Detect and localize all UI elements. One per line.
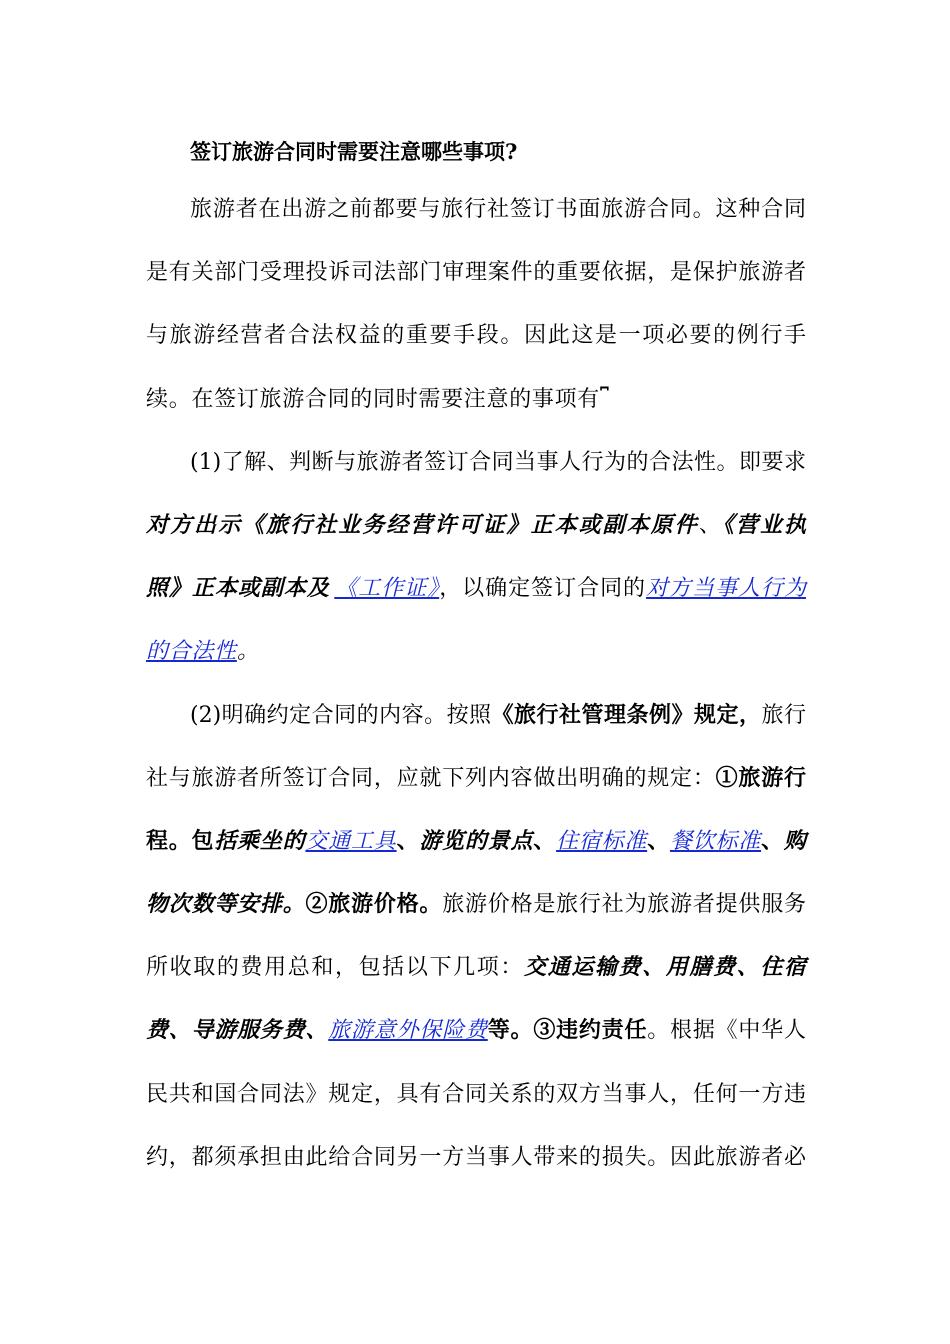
- text-line: [146, 178, 806, 241]
- text-run: 旅行: [761, 702, 806, 728]
- text-line: [146, 684, 806, 747]
- bold-text: ②旅游价格。: [305, 891, 443, 918]
- document-body: [146, 178, 806, 1189]
- text-line: [146, 241, 806, 304]
- text-line: [146, 620, 806, 683]
- emphasis-text: 照》正本或副本及: [146, 575, 330, 602]
- emphasis-text: 购: [783, 827, 806, 854]
- text-line: [146, 304, 806, 367]
- link-accommodation-standard[interactable]: 住宿标准: [556, 828, 648, 854]
- bold-text: ③违约责任: [533, 1017, 648, 1044]
- paragraph-item-2: [146, 684, 806, 1190]
- text-run: 、: [698, 512, 723, 538]
- text-line: [146, 873, 806, 936]
- text-run: 续。在签订旅游合同的同时需要注意的事项有⎴: [146, 386, 610, 412]
- paragraph-intro: [146, 178, 806, 431]
- text-run: 。: [236, 639, 260, 665]
- bold-text: 等。: [487, 1017, 534, 1044]
- emphasis-text: 《营业执: [722, 511, 806, 538]
- emphasis-text: 交通运输费、用膳费、住宿: [524, 954, 806, 981]
- document-title: 签订旅游合同时需要注意哪些事项?: [190, 139, 518, 164]
- bold-text: 《旅行社管理条例》规定，: [491, 701, 762, 728]
- text-line: [146, 431, 806, 494]
- link-party-legality-cont[interactable]: 的合法性: [146, 639, 237, 665]
- link-transport[interactable]: 交通工具: [305, 828, 397, 854]
- link-travel-insurance[interactable]: 旅游意外保险费: [328, 1018, 488, 1044]
- bold-text: 程。包: [146, 827, 215, 854]
- bold-text: 、: [396, 827, 420, 854]
- text-run: ，以确定签订合同的: [439, 576, 647, 602]
- text-run: 旅游价格是旅行社为旅游者提供服务: [442, 892, 806, 918]
- emphasis-text: 费、导游服务费、: [146, 1017, 329, 1044]
- text-run: 与旅游经营者合法权益的重要手段。因此这是一项必要的例行手: [146, 323, 806, 349]
- text-run: (2)明确约定合同的内容。按照: [190, 702, 492, 728]
- text-run: 。根据《中华人: [647, 1018, 806, 1044]
- text-line: [146, 368, 806, 431]
- bold-text: 、: [647, 827, 670, 854]
- emphasis-text: 物次数等安排。: [146, 891, 306, 918]
- link-dining-standard[interactable]: 餐饮标准: [669, 828, 762, 854]
- text-run: 社与旅游者所签订合同，应就下列内容做出明确的规定：: [146, 765, 716, 791]
- text-line: [146, 494, 806, 557]
- text-line: [146, 557, 806, 620]
- text-run: 所收取的费用总和，包括以下几项：: [146, 955, 525, 981]
- text-run: 是有关部门受理投诉司法部门审理案件的重要依据，是保护旅游者: [146, 260, 806, 286]
- text-line: [146, 810, 806, 873]
- text-line: [146, 936, 806, 999]
- emphasis-text: 对方出示《旅行社业务经营许可证》正本或副本原件: [146, 511, 699, 538]
- text-run: (1)了解、判断与旅游者签订合同当事人行为的合法性。即要求: [190, 449, 806, 475]
- text-run: 约，都须承担由此给合同另一方当事人带来的损失。因此旅游者必: [146, 1144, 806, 1170]
- link-party-legality[interactable]: 对方当事人行为: [646, 576, 806, 602]
- link-work-permit[interactable]: 《工作证》: [334, 576, 440, 602]
- paragraph-item-1: [146, 431, 806, 684]
- bold-text: 、: [533, 827, 557, 854]
- bold-text: ①旅游行: [715, 764, 806, 791]
- text-run: 旅游者在出游之前都要与旅行社签订书面旅游合同。这种合同: [190, 197, 806, 222]
- emphasis-text: 游览的景点: [419, 827, 534, 854]
- bold-text: 、: [761, 827, 784, 854]
- text-line: [146, 1126, 806, 1189]
- text-line: [146, 1063, 806, 1126]
- text-line: [146, 999, 806, 1062]
- text-line: [146, 747, 806, 810]
- emphasis-text: 括乘坐的: [214, 827, 306, 854]
- text-run: 民共和国合同法》规定，具有合同关系的双方当事人，任何一方违: [146, 1081, 806, 1107]
